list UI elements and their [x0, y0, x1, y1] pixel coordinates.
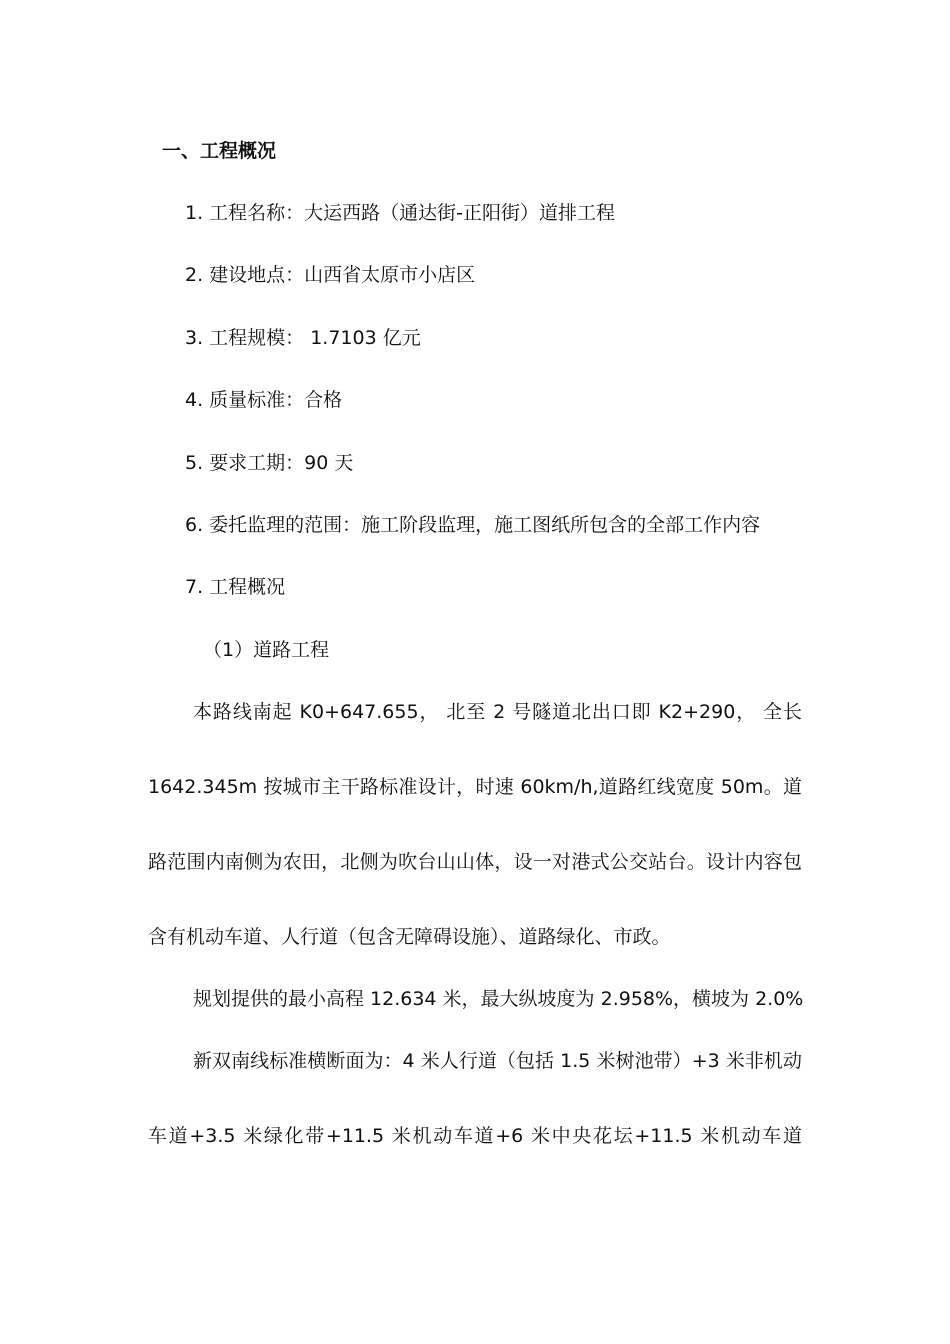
paragraph2: 规划提供的最小高程 12.634 米，最大纵坡度为 2.958%，横坡为 2.0% [193, 988, 804, 1010]
paragraph1-line1: 本路线南起 K0+647.655， 北至 2 号隧道北出口即 K2+290， 全长 [193, 701, 802, 723]
paragraph1-line2: 1642.345m 按城市主干路标准设计，时速 60km/h,道路红线宽度 50m。道 [148, 776, 802, 798]
list-item-overview: 7. 工程概况 [185, 576, 286, 598]
list-item-project-name: 1. 工程名称：大运西路（通达街-正阳街）道排工程 [185, 202, 616, 224]
subheading-road-works: （1）道路工程 [203, 639, 330, 661]
list-item-location: 2. 建设地点：山西省太原市小店区 [185, 264, 476, 286]
list-item-duration: 5. 要求工期：90 天 [185, 452, 354, 474]
list-item-scope: 6. 委托监理的范围：施工阶段监理，施工图纸所包含的全部工作内容 [185, 514, 761, 536]
paragraph3-line2: 车道+3.5 米绿化带+11.5 米机动车道+6 米中央花坛+11.5 米机动车道 [148, 1125, 802, 1147]
paragraph3-line1: 新双南线标准横断面为：4 米人行道（包括 1.5 米树池带）+3 米非机动 [193, 1050, 802, 1072]
list-item-quality: 4. 质量标准：合格 [185, 389, 343, 411]
list-item-scale: 3. 工程规模： 1.7103 亿元 [185, 327, 421, 349]
paragraph1-line3: 路范围内南侧为农田，北侧为吹台山山体，设一对港式公交站台。设计内容包 [148, 851, 802, 873]
paragraph1-line4: 含有机动车道、人行道（包含无障碍设施）、道路绿化、市政。 [148, 926, 671, 948]
section-heading: 一、工程概况 [162, 140, 277, 162]
